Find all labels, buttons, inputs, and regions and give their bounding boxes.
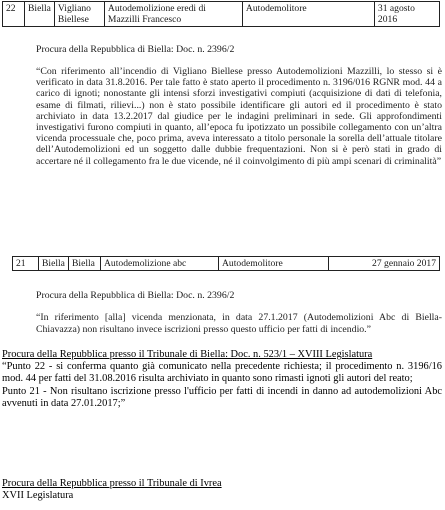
- table-row: [13, 257, 440, 271]
- quote-block: “In riferimento [alla] vicenda menzionata, in data 27.1.2017 (Autodemolizioni Abc di Biella-Chiavazza) non risultano invece iscrizioni presso questo ufficio per fatti di incendio.”: [36, 312, 442, 335]
- cell-place: Biella: [69, 257, 101, 271]
- quote-block: “Con riferimento all’incendio di Vigliano Biellese presso Autodemolizioni Mazzilli, lo stesso si è verificato in data 31.8.2016. Per tale fatto è stato aperto il procedimento n. 3196/016 RGNR mod. 44 a carico di ignoti; nonostante gli intensi sforzi investigativi compiuti (acquisizione di dati di telefonia, esame di filmati, rilievi...) non è stato possibile identificare gli autori ed il procedimento è stato archiviato in data 13.2.2017 dal giudice per le indagini preliminari in sede. Gli approfondimenti investigativi furono compiuti in quanto, all’epoca fu ipotizzato un possibile collegamento con un’altra vicenda processuale che, poco prima, aveva interessato a titolo personale la sorella dell’attuale titolare dell’Autodemolizioni ed un soggetto dalle dubbie frequentazioni. Non si è però stati in grado di accertare né il collegamento fra le due vicende, né il coinvolgimento di più ampi scenari di criminalità”: [36, 66, 442, 167]
- paragraph: “Punto 22 - si conferma quanto già comunicato nella precedente richiesta; il procedimento n. 3196/16 mod. 44 per fatti del 31.08.2016 risulta archiviato in quanto sono rimasti ignoti gli autori del reato;: [2, 361, 442, 385]
- cell-type: Autodemolitore: [242, 2, 374, 27]
- cell-date: 27 gennaio 2017: [329, 257, 440, 271]
- cell-city: Biella: [39, 257, 69, 271]
- cell-city: Biella: [25, 2, 55, 27]
- table-row: [3, 2, 440, 27]
- section-heading: Procura della Repubblica presso il Tribunale di Ivrea: [2, 478, 222, 489]
- paragraph: Punto 21 - Non risultano iscrizione presso l'ufficio per fatti di incendi in danno ad autodemolizioni Abc avvenuti in data 27.01.2017;”: [2, 385, 442, 409]
- cell-place: Vigliano Biellese: [54, 2, 104, 27]
- cell-type: Autodemolitore: [219, 257, 329, 271]
- source-reference: Procura della Repubblica di Biella: Doc. n. 2396/2: [36, 290, 235, 301]
- source-reference: Procura della Repubblica di Biella: Doc. n. 2396/2: [36, 44, 235, 55]
- cell-company: Autodemolizione abc: [101, 257, 219, 271]
- incident-table-22: [2, 1, 440, 27]
- section-subheading: XVII Legislatura: [2, 490, 74, 502]
- section-ivrea-tribunale: [2, 478, 442, 502]
- cell-date: 31 agosto 2016: [374, 2, 439, 27]
- cell-number: 22: [3, 2, 25, 27]
- section-heading: Procura della Repubblica presso il Tribunale di Biella: Doc. n. 523/1 – XVIII Legislatura: [2, 349, 373, 360]
- incident-table-21: [12, 256, 440, 271]
- section-body: [2, 361, 442, 410]
- cell-number: 21: [13, 257, 39, 271]
- cell-company: Autodemolizione eredi di Mazzilli Francesco: [104, 2, 242, 27]
- section-biella-tribunale: [2, 349, 442, 410]
